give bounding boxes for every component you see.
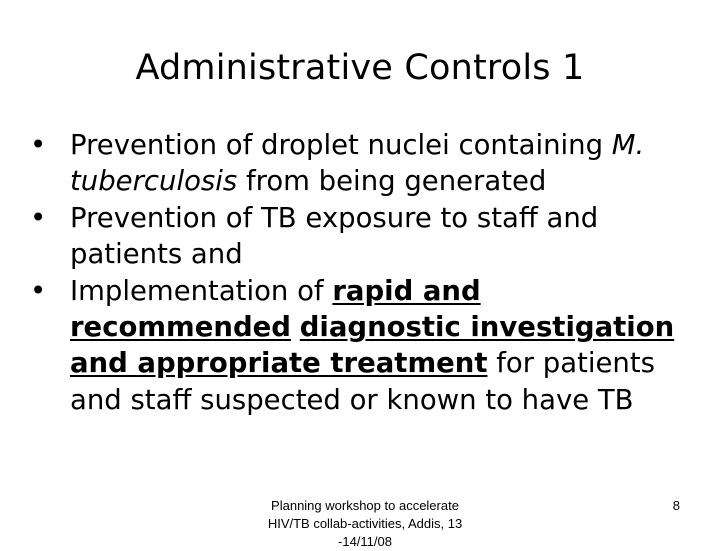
bullet-list [30, 127, 690, 418]
bullet-item-exposure [30, 200, 690, 273]
slide-title: Administrative Controls 1 [135, 48, 585, 88]
bullet-text: from being generated [237, 165, 547, 198]
bullet-item-droplet-nuclei [30, 127, 690, 200]
bullet-icon: • [30, 129, 47, 161]
footer-line: -14/11/08 [338, 534, 392, 549]
footer-line: Planning workshop to accelerate [271, 498, 459, 513]
bullet-icon: • [30, 274, 47, 307]
footer-line: HIV/TB collab-activities, Addis, 13 [267, 516, 463, 531]
bullet-text: for patients and staff suspected or known to have TB [70, 347, 655, 416]
bullet-text: Prevention of TB exposure to staff and patients and [70, 201, 599, 271]
bullet-icon: • [30, 201, 47, 234]
bullet-item-implementation [30, 273, 690, 419]
emphasis-diagnostic-treatment: diagnostic investigation and appropriate treatment [70, 311, 675, 380]
organism-name: M. tuberculosis [70, 129, 645, 198]
bullet-text: Implementation of [70, 274, 333, 307]
emphasis-rapid-recommended: rapid and recommended [70, 274, 481, 344]
bullet-text: Prevention of droplet nuclei containing [70, 129, 612, 161]
page-number: 8 [672, 498, 680, 513]
footer-caption [240, 497, 490, 551]
bullet-text [291, 311, 300, 343]
